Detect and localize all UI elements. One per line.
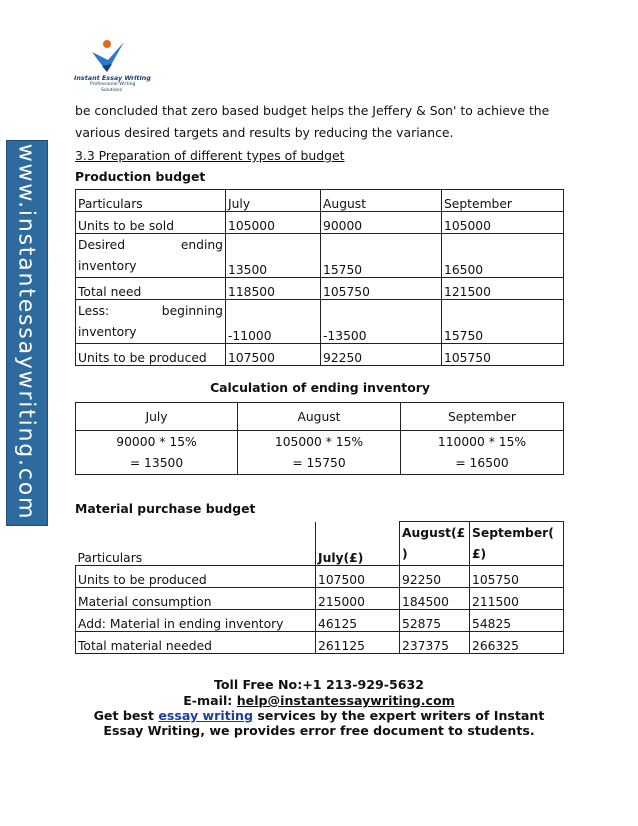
table-cell: 237375	[400, 632, 470, 654]
footer-email-line	[0, 693, 638, 708]
material-table	[75, 521, 564, 654]
table-row	[76, 344, 564, 366]
table-cell: -13500	[321, 300, 442, 344]
table-cell: 15750	[321, 234, 442, 278]
table-row	[76, 632, 564, 654]
material-title: Material purchase budget	[75, 501, 256, 516]
formula-result: = 16500	[455, 455, 509, 470]
table-header: August	[238, 403, 401, 431]
ending-inventory-table	[75, 402, 564, 475]
section-heading: 3.3 Preparation of different types of budget	[75, 148, 345, 163]
row-label	[76, 234, 226, 278]
table-header-part: August(£	[402, 526, 466, 540]
table-cell: 121500	[442, 278, 564, 300]
table-header: September	[401, 403, 564, 431]
table-header: July(£)	[316, 522, 400, 566]
table-cell: 105750	[321, 278, 442, 300]
table-cell: 118500	[226, 278, 321, 300]
row-label: Units to be produced	[76, 566, 316, 588]
ending-inventory-title: Calculation of ending inventory	[210, 380, 430, 395]
table-row	[76, 234, 564, 278]
footer-promo-text: services by the expert writers of Instant	[253, 708, 545, 723]
row-label: Units to be produced	[76, 344, 226, 366]
row-label-part: Less:	[78, 304, 110, 318]
table-cell: 105750	[470, 566, 564, 588]
table-header-part: )	[402, 547, 408, 561]
table-cell: 266325	[470, 632, 564, 654]
table-row	[76, 403, 564, 431]
table-row	[76, 431, 564, 475]
formula: 110000 * 15%	[437, 434, 527, 449]
table-row	[76, 588, 564, 610]
table-cell: 92250	[321, 344, 442, 366]
footer-email-label: E-mail:	[183, 693, 237, 708]
row-label: Material consumption	[76, 588, 316, 610]
table-cell	[76, 431, 238, 475]
table-cell: 54825	[470, 610, 564, 632]
row-label: Units to be sold	[76, 212, 226, 234]
logo-tagline-2: Solutions	[101, 88, 123, 93]
table-header	[470, 522, 564, 566]
intro-line-2: various desired targets and results by reducing the variance.	[75, 125, 454, 140]
footer-email-link[interactable]: help@instantessaywriting.com	[236, 693, 455, 708]
table-row	[76, 522, 564, 566]
table-cell: 107500	[316, 566, 400, 588]
row-label-part: Desired	[78, 238, 126, 252]
table-row	[76, 278, 564, 300]
table-cell: 261125	[316, 632, 400, 654]
production-table	[75, 189, 564, 366]
table-header: Particulars	[76, 190, 226, 212]
table-cell: 90000	[321, 212, 442, 234]
formula-result: = 15750	[292, 455, 346, 470]
row-label: Total material needed	[76, 632, 316, 654]
table-cell: -11000	[226, 300, 321, 344]
table-cell: 105000	[226, 212, 321, 234]
footer-promo-line-2: Essay Writing, we provides error free document to students.	[103, 723, 535, 738]
table-header-part: £)	[472, 547, 487, 561]
table-cell: 211500	[470, 588, 564, 610]
row-label-part: inventory	[78, 325, 137, 339]
row-label: Add: Material in ending inventory	[76, 610, 316, 632]
logo-brand: Instant Essay Writing	[74, 74, 151, 82]
essay-writing-link[interactable]: essay writing	[158, 708, 254, 723]
table-cell	[401, 431, 564, 475]
sidebar-url[interactable]: www.instantessaywriting.com	[13, 143, 39, 521]
table-cell: 52875	[400, 610, 470, 632]
row-label	[76, 300, 226, 344]
footer-promo-line	[0, 708, 638, 723]
table-cell: 215000	[316, 588, 400, 610]
table-header-part: September(	[472, 526, 554, 540]
table-cell: 105000	[442, 212, 564, 234]
table-header: September	[442, 190, 564, 212]
table-header: July	[226, 190, 321, 212]
table-cell: 46125	[316, 610, 400, 632]
row-label: Total need	[76, 278, 226, 300]
table-header: August	[321, 190, 442, 212]
table-header: Particulars	[76, 522, 316, 566]
footer-tollfree: Toll Free No:+1 213-929-5632	[213, 677, 425, 692]
production-title: Production budget	[75, 169, 206, 184]
intro-line-1: be concluded that zero based budget helps the Jeffery & Son' to achieve the	[75, 103, 550, 118]
formula-result: = 13500	[129, 455, 184, 470]
table-row	[76, 610, 564, 632]
formula: 90000 * 15%	[116, 434, 197, 449]
row-label-part: ending	[180, 238, 223, 252]
table-row	[76, 566, 564, 588]
row-label-part: inventory	[78, 259, 137, 273]
table-row	[76, 212, 564, 234]
row-label-part: beginning	[161, 304, 223, 318]
table-cell: 184500	[400, 588, 470, 610]
logo-tagline: Professional Writing	[90, 82, 136, 87]
table-cell: 15750	[442, 300, 564, 344]
table-cell: 105750	[442, 344, 564, 366]
formula: 105000 * 15%	[274, 434, 364, 449]
table-header	[400, 522, 470, 566]
table-cell: 92250	[400, 566, 470, 588]
table-cell: 16500	[442, 234, 564, 278]
table-cell	[238, 431, 401, 475]
table-row	[76, 190, 564, 212]
table-cell: 13500	[226, 234, 321, 278]
footer-promo-text: Get best	[93, 708, 159, 723]
table-header: July	[76, 403, 238, 431]
table-row	[76, 300, 564, 344]
table-cell: 107500	[226, 344, 321, 366]
